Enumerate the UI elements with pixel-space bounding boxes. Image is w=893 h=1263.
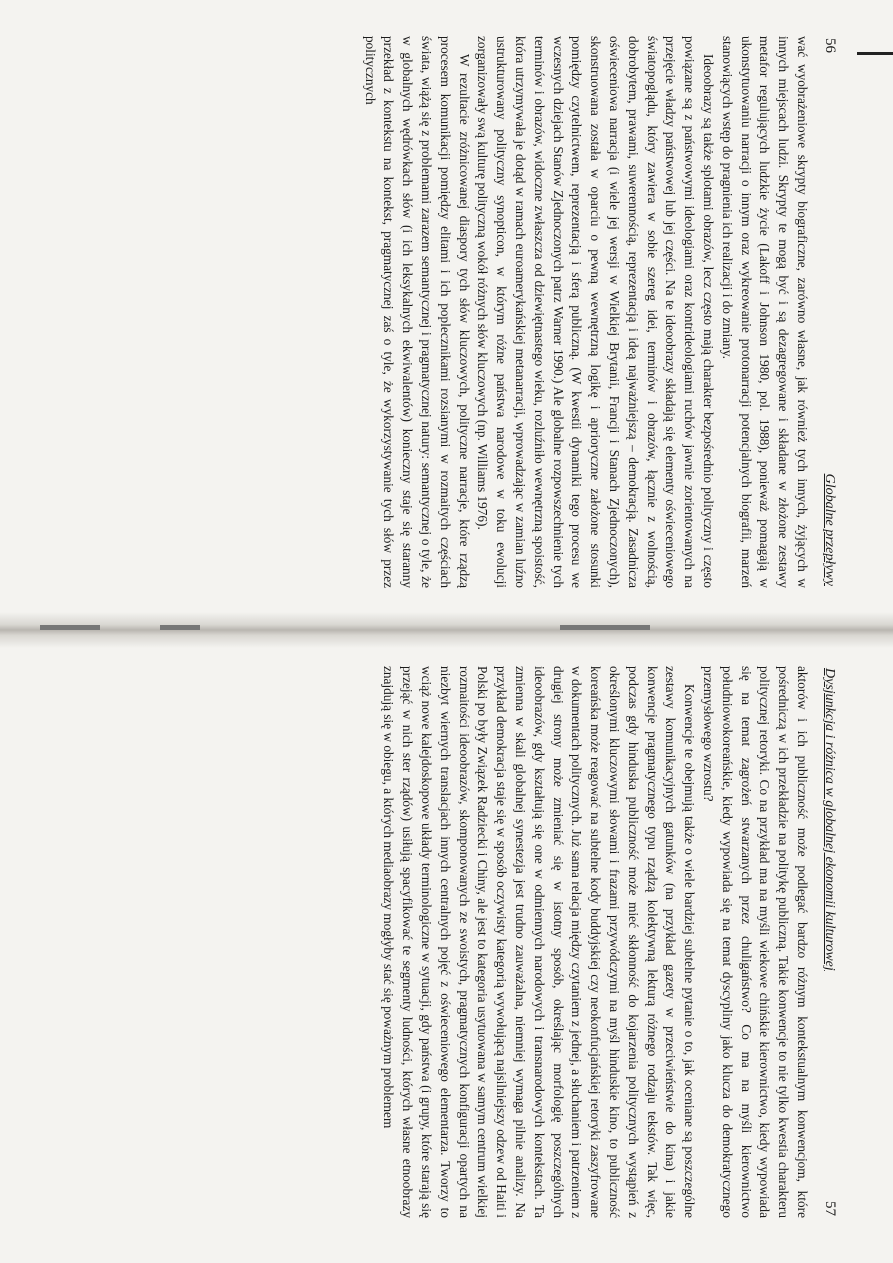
page-body xyxy=(360,36,811,588)
gutter-shadow-mark xyxy=(40,625,100,630)
running-head xyxy=(821,36,838,588)
page-edge-mark xyxy=(857,52,893,55)
paragraph: wać wyobrażeniowe skrypty biograficzne, zarówno własne, jak również tych innych, żyjących w innych miejscach ludzi. Skrypty te mogą być i są dezagregowane i składane w złożone zestawy metafor regulujących ludzkie życie (Lakoff i Johnson 1980, pol. 1988), ponieważ pomagają w ukonstytuowaniu narracji o innym oraz wykreowanie protonarracji potencjalnych biografii, marzeń stanowiących wstęp do pragnienia ich realizacji i do zmiany. xyxy=(719,36,810,588)
running-head xyxy=(821,666,838,1218)
gutter-shadow-mark xyxy=(160,625,200,630)
page-56 xyxy=(108,36,838,588)
running-title: Dysjunkcja i różnica w globalnej ekonomii kulturowej xyxy=(822,668,837,971)
paragraph: Konwencje te obejmują także o wiele bardziej subtelne pytanie o to, jak oceniane są poszczególne zestawy komunikacyjnych gatunków (na przykład gazety w przeciwieństwie do kina) i jakie konwencje pragmatycznego typu rządzą kolektywną lekturą różnego rodzaju tekstów. Tak więc, podczas gdy hinduska publiczność może mieć skłonność do kojarzenia politycznych wystąpień z określonymi kluczowymi słowami i frazami przywódczymi na myśl hinduskie kino, to publiczność koreańska może reagować na subtelne kody buddyjskiej czy neokonfucjańskiej retoryki zaszyfrowane w dokumentach politycznych. Już sama relacja między czytaniem z jednej, a słuchaniem i patrzeniem z drugiej strony może zmieniać się w istotny sposób, określając morfologię poszczególnych ideoobrazów, gdy kształtują się one w odmiennych narodowych i transnarodowych kontekstach. Ta zmienna w skali globalnej synestezja jest trudno zauważalna, niemniej wymaga pilnie analizy. Na przykład demokracja staje się w sposób oczywisty kategorią wywołującą najsilniejszy odzew od Haiti i Polski po były Związek Radziecki i Chiny, ale jest to kategoria usytuowana w samym centrum wielkiej rozmaitości ideoobrazów, skomponowanych ze swoistych, pragmatycznych konfiguracji opartych na niezbyt wiernych translacjach innych centralnych pojęć z oświeceniowego elementarza. Tworzy to wciąż nowe kalejdoskopowe układy terminologiczne w sytuacji, gdy państwa (i grupy, które starają się przejąć w nich ster rządów) usiłują spacyfikować te segmenty ludności, których własne etnoobrazy znajdują się w obiegu, a których mediaobrazy mogłyby stać się poważnym problemem xyxy=(381,666,698,1218)
paragraph: aktorów i ich publiczność może podlegać bardzo różnym kontekstualnym konwencjom, które pośredniczą w ich przekładzie na politykę publiczną. Takie konwencje to nie tylko kwestia charakteru politycznej retoryki. Co na przykład ma na myśli wiekowe chińskie kierownictwo, kiedy wypowiada się na temat zagrożeń stwarzanych przez chuligaństwo? Co ma na myśli kierownictwo południowokoreańskie, kiedy wypowiada się na temat dyscypliny jako klucza do demokratycznego przemysłowego wzrostu? xyxy=(701,666,810,1218)
book-gutter xyxy=(0,612,893,648)
paragraph: Ideoobrazy są także splotami obrazów, lecz często mają charakter bezpośrednio polityczny i często powiązane są z państwowymi ideologiami oraz kontrideologiami ruchów jawnie zorientowanych na przejęcie władzy państwowej lub jej części. Na te ideoobrazy składają się elementy oświeceniowego światopoglądu, który zawiera w sobie szereg idei, terminów i obrazów, łącznie z wolnością, dobrobytem, prawami, suwerennością, reprezentacją i ideą najważniejszą – demokracją. Zasadnicza oświeceniowa narracja (i wiele jej wersji w Wielkiej Brytanii, Francji i Stanach Zjednoczonych), skonstruowana została w oparciu o pewną wewnętrzną logikę i aprioryczne założone stosunki pomiędzy czytelnictwem, reprezentacją i sferą publiczną. (W kwestii dynamiki tego procesu we wczesnych dziejach Stanów Zjednoczonych patrz Warner 1990.) Ale globalne rozpowszechnienie tych terminów i obrazów, widoczne zwłaszcza od dziewiętnastego wieku, rozluźniło wewnętrzną spoistość, która utrzymywała je dotąd w ramach euroamerykańskiej metanarracji, wprowadzając w zamian luźno ustrukturowany polityczny synopticon, w którym różne państwa narodowe w toku ewolucji zorganizowały swą kulturę polityczną wokół różnych słów kluczowych (np. Williams 1976). xyxy=(475,36,717,588)
page-number: 57 xyxy=(822,1201,838,1216)
page-body xyxy=(379,666,811,1218)
paragraph: W rezultacie zróżnicowanej diaspory tych słów kluczowych, polityczne narracje, które rządzą procesem komunikacji pomiędzy elitami i ich poplecznikami rozsianymi w rozmaitych częściach świata, wiążą się z problemami zarazem semantycznej i pragmatycznej natury: semantycznej o tyle, że w globalnych wędrówkach słów (i ich leksykalnych ekwiwalentów) konieczny staje się staranny przekład z kontekstu na kontekst, pragmatycznej zaś o tyle, że wykorzystywanie tych słów przez politycznych xyxy=(362,36,472,588)
gutter-shadow-mark xyxy=(560,625,650,630)
page-number: 56 xyxy=(822,38,838,53)
running-title: Globalne przepływy xyxy=(822,473,837,586)
page-57 xyxy=(108,666,838,1218)
